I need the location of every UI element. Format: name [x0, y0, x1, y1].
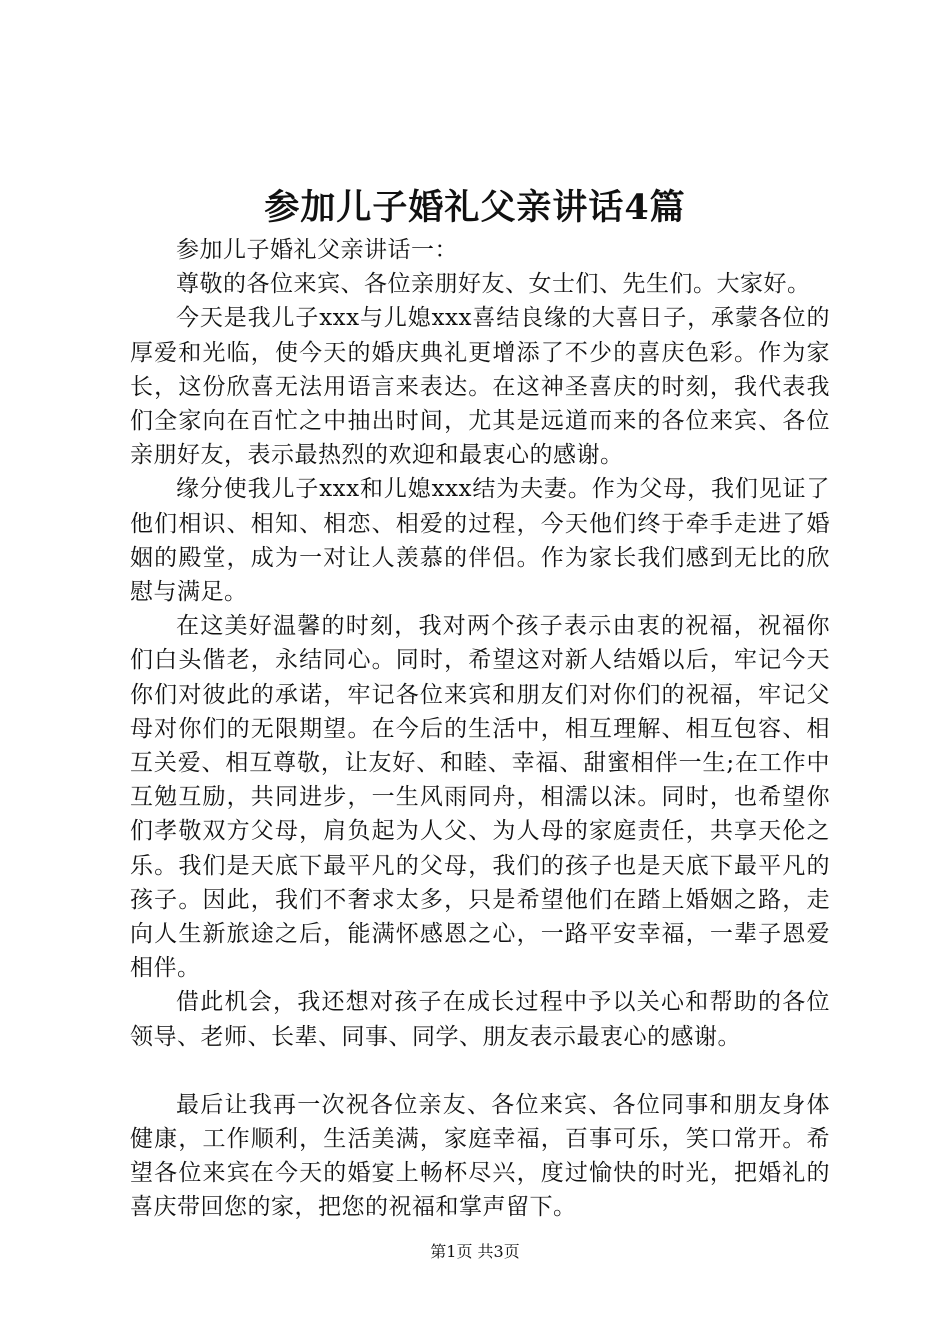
- paragraph-blessing: 在这美好温馨的时刻，我对两个孩子表示由衷的祝福，祝福你们白头偕老，永结同心。同时，希望这对新人结婚以后，牢记今天你们对彼此的承诺，牢记各位来宾和朋友们对你们的祝福，牢记父母对你们的无限期望。在今后的生活中，相互理解、相互包容、相互关爱、相互尊敬，让友好、和睦、幸福、甜蜜相伴一生;在工作中互勉互励，共同进步，一生风雨同舟，相濡以沫。同时，也希望你们孝敬双方父母，肩负起为人父、为人母的家庭责任，共享天伦之乐。我们是天底下最平凡的父母，我们的孩子也是天底下最平凡的孩子。因此，我们不奢求太多，只是希望他们在踏上婚姻之路，走向人生新旅途之后，能满怀感恩之心，一路平安幸福，一辈子恩爱相伴。: [130, 613, 830, 982]
- paragraph-welcome: 今天是我儿子xxx与儿媳xxx喜结良缘的大喜日子，承蒙各位的厚爱和光临，使今天的婚庆典礼更增添了不少的喜庆色彩。作为家长，这份欣喜无法用语言来表达。在这神圣喜庆的时刻，我代表我们全家向在百忙之中抽出时间，尤其是远道而来的各位来宾、各位亲朋好友，表示最热烈的欢迎和最衷心的感谢。: [130, 305, 830, 469]
- paragraph-heading: 参加儿子婚礼父亲讲话一：: [176, 237, 458, 263]
- paragraph-thanks: 借此机会，我还想对孩子在成长过程中予以关心和帮助的各位领导、老师、长辈、同事、同学、朋友表示最衷心的感谢。: [130, 989, 830, 1050]
- document-title: 参加儿子婚礼父亲讲话4篇: [264, 187, 686, 228]
- paragraph-greeting: 尊敬的各位来宾、各位亲朋好友、女士们、先生们。大家好。: [176, 271, 811, 298]
- paragraph-marriage: 缘分使我儿子xxx和儿媳xxx结为夫妻。作为父母，我们见证了他们相识、相知、相恋、相爱的过程，今天他们终于牵手走进了婚姻的殿堂，成为一对让人羡慕的伴侣。作为家长我们感到无比的欣慰与满足。: [130, 476, 830, 606]
- paragraph-closing: 最后让我再一次祝各位亲友、各位来宾、各位同事和朋友身体健康，工作顺利，生活美满，家庭幸福，百事可乐，笑口常开。希望各位来宾在今天的婚宴上畅杯尽兴，度过愉快的时光，把婚礼的喜庆带回您的家，把您的祝福和掌声留下。: [130, 1091, 830, 1221]
- document-body: [130, 233, 830, 1225]
- page-footer: 第1页 共3页: [430, 1242, 520, 1261]
